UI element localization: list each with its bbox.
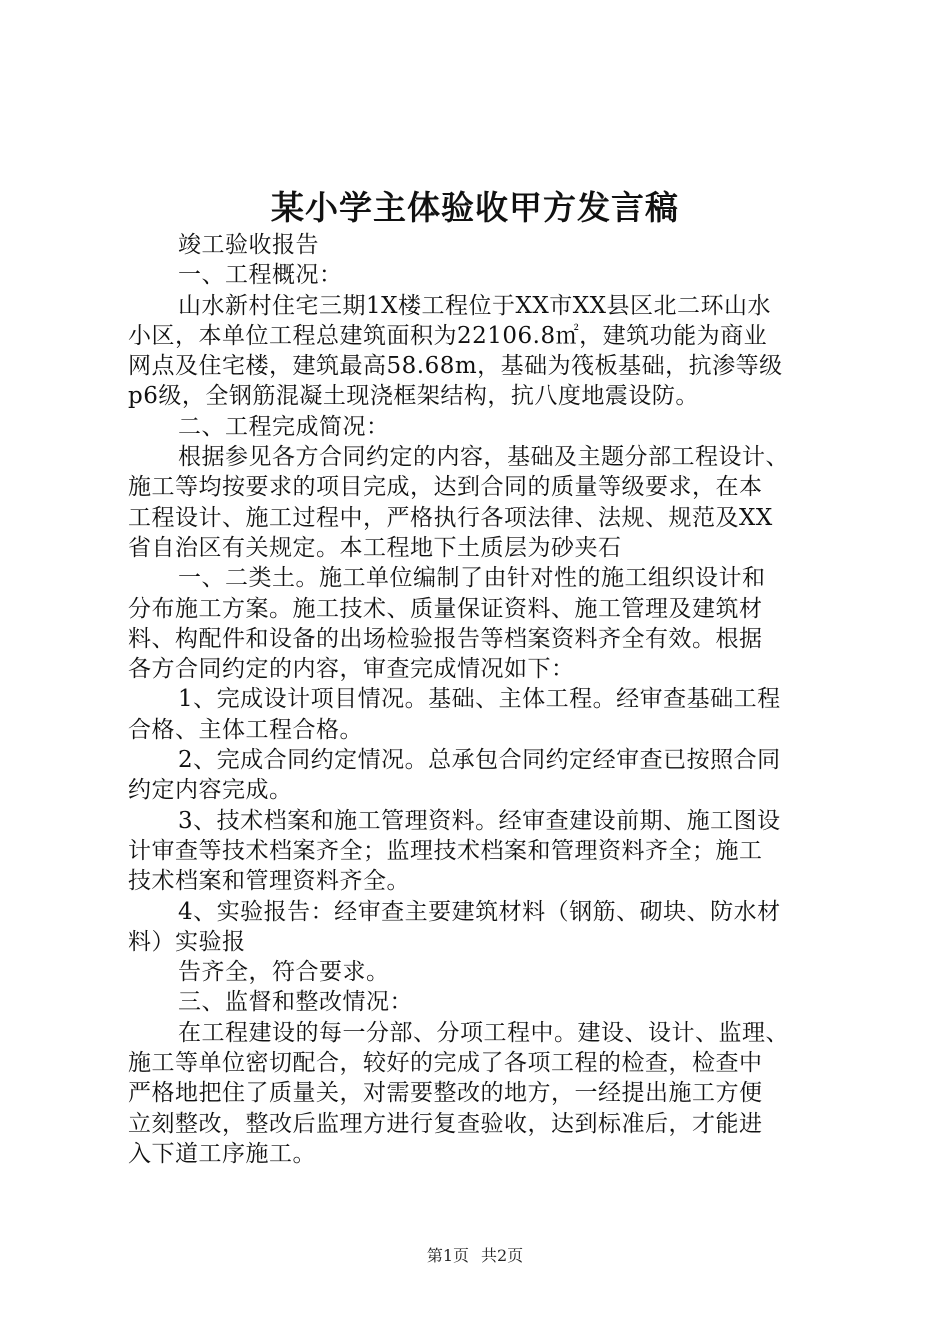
text-line: 2、完成合同约定情况。总承包合同约定经审查已按照合同 [178, 747, 781, 774]
page-footer [0, 1245, 950, 1267]
text-line: 施工等均按要求的项目完成，达到合同的质量等级要求，在本 [128, 474, 763, 501]
text-line: 4、实验报告：经审查主要建筑材料（钢筋、砌块、防水材 [178, 898, 781, 925]
text-line: 工程设计、施工过程中，严格执行各项法律、法规、规范及XX [128, 504, 773, 531]
text-line: 3、技术档案和施工管理资料。经审查建设前期、施工图设 [178, 807, 781, 834]
text-line: 山水新村住宅三期1X楼工程位于XX市XX县区北二环山水 [178, 292, 772, 319]
text-line: 合格、主体工程合格。 [128, 716, 363, 743]
text-line: 三、监督和整改情况： [178, 989, 413, 1016]
text-line: 入下道工序施工。 [128, 1140, 316, 1167]
text-line: 一、工程概况： [178, 262, 343, 289]
text-line: 技术档案和管理资料齐全。 [128, 868, 410, 895]
text-line: 料）实验报 [128, 928, 246, 955]
text-line: 1、完成设计项目情况。基础、主体工程。经审查基础工程 [178, 686, 781, 713]
text-line: 严格地把住了质量关，对需要整改的地方，一经提出施工方便 [128, 1080, 763, 1107]
text-line: 料、构配件和设备的出场检验报告等档案资料齐全有效。根据 [128, 625, 763, 652]
text-line: 二、工程完成简况： [178, 413, 390, 440]
document-title: 某小学主体验收甲方发言稿 [271, 188, 679, 227]
text-line: 分布施工方案。施工技术、质量保证资料、施工管理及建筑材 [128, 595, 763, 622]
text-line: 施工等单位密切配合，较好的完成了各项工程的检查，检查中 [128, 1050, 763, 1077]
text-line: p6级，全钢筋混凝土现浇框架结构，抗八度地震设防。 [128, 383, 699, 410]
page-number: 第1页 [426, 1246, 469, 1265]
text-line: 竣工验收报告 [178, 232, 319, 258]
text-line: 各方合同约定的内容，审查完成情况如下： [128, 656, 575, 683]
text-line: 在工程建设的每一分部、分项工程中。建设、设计、监理、 [178, 1019, 789, 1046]
text-line: 省自治区有关规定。本工程地下土质层为砂夹石 [128, 534, 622, 561]
page-total: 共2页 [481, 1246, 524, 1265]
text-line: 根据参见各方合同约定的内容，基础及主题分部工程设计、 [178, 444, 789, 471]
text-line: 计审查等技术档案齐全；监理技术档案和管理资料齐全；施工 [128, 837, 763, 864]
text-line: 网点及住宅楼，建筑最高58.68m，基础为筏板基础，抗渗等级 [128, 353, 783, 380]
text-line: 告齐全，符合要求。 [178, 959, 390, 986]
text-line: 立刻整改，整改后监理方进行复查验收，达到标准后，才能进 [128, 1110, 763, 1137]
document-body [128, 230, 840, 1169]
text-line: 一、二类土。施工单位编制了由针对性的施工组织设计和 [178, 565, 766, 592]
text-line: 约定内容完成。 [128, 777, 293, 804]
text-line: 小区，本单位工程总建筑面积为22106.8㎡，建筑功能为商业 [128, 322, 768, 349]
